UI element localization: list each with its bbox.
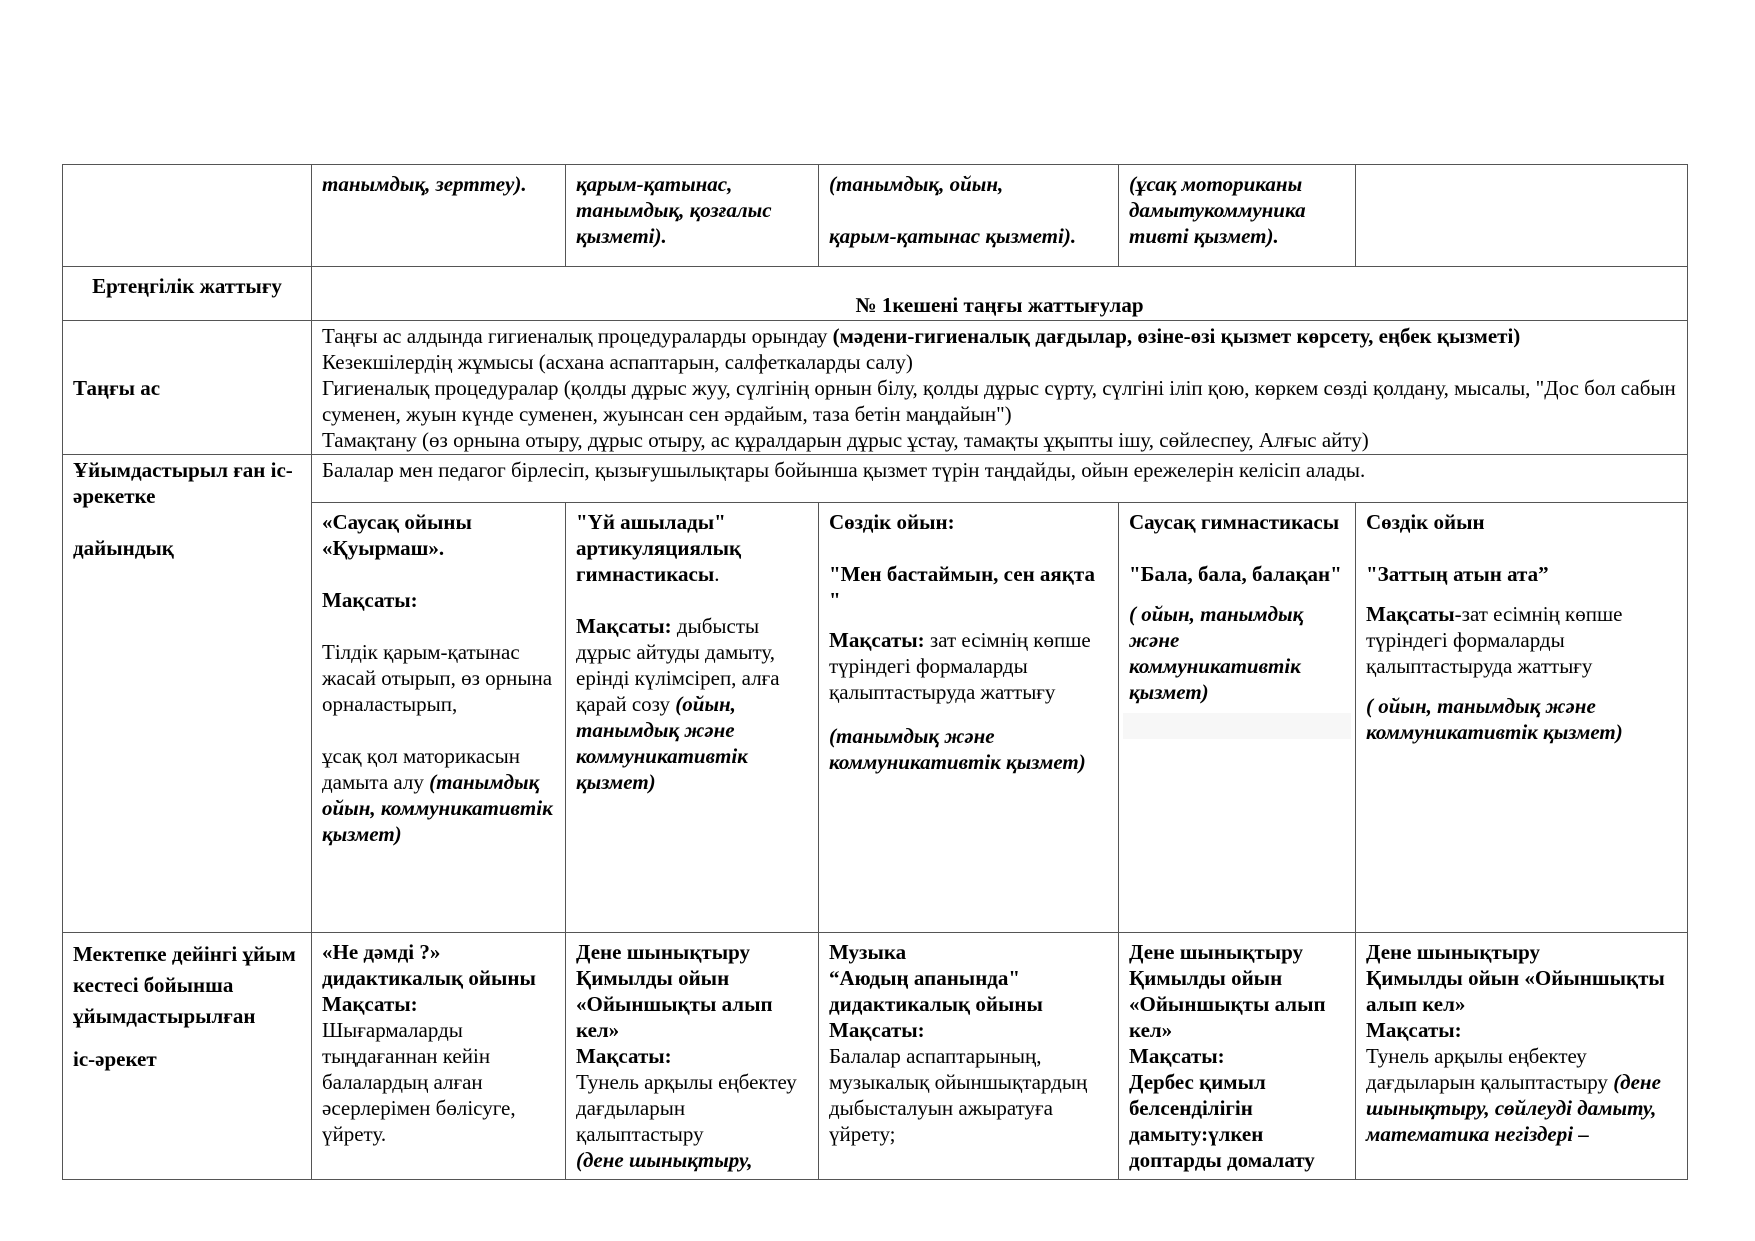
row-label-organized: [63, 933, 312, 1180]
breakfast-line4: Тамақтану (өз орнына отыру, дұрыс отыру, ас құралдарын дұрыс ұстау, тамақты ұқыпты ішу, сөйлеспеу, Алғыс айту): [322, 428, 1369, 452]
goal-text: Тунель арқылы еңбектеу дағдыларын қалыптастыру: [1366, 1044, 1614, 1094]
morning-exercise-content: № 1кешені таңғы жаттығулар: [312, 267, 1688, 321]
shaded-line: [1123, 713, 1351, 739]
cell-top-day1: [312, 165, 566, 267]
organized-day1: [312, 933, 566, 1180]
preparation-day1: [312, 503, 566, 933]
breakfast-line1: Таңғы ас алдында гигиеналық процедураларды орындау: [322, 324, 833, 348]
goal-label: Мақсаты:: [576, 1044, 672, 1068]
goal-label: Мақсаты:: [322, 588, 418, 612]
activity-tag: (танымдық ойын, коммуникативтік қызмет): [322, 770, 553, 846]
preparation-day3: [819, 503, 1119, 933]
activity-subtitle: "Бала, бала, балақан": [1129, 562, 1342, 586]
row-label-morning-exercise: Ертеңгілік жаттығу: [63, 267, 312, 321]
goal-text: Шығармаларды тыңдағаннан кейін балалардың алған әсерлерімен бөлісуге, үйрету.: [322, 1018, 516, 1146]
activity-title: "Үй ашылады" артикуляциялық гимнастикасы: [576, 510, 742, 586]
preparation-intro: Балалар мен педагог бірлесіп, қызығушылықтары бойынша қызмет түрін таңдайды, ойын ережелерін келісіп алады.: [312, 455, 1688, 503]
activity-title: Саусақ гимнастикасы: [1129, 510, 1340, 534]
preparation-day4: [1119, 503, 1356, 933]
activity-title: Дене шынықтыру: [1366, 940, 1541, 964]
activity-subtitle: "Мен бастаймын, сен аяқта ": [829, 562, 1095, 612]
goal-text: Тунель арқылы еңбектеу дағдыларын қалыптастыру: [576, 1070, 797, 1146]
row-label-empty: [63, 165, 312, 267]
activity-subtitle: Қимылды ойын «Ойыншықты алып кел»: [576, 966, 773, 1042]
goal-text: Балалар аспаптарының, музыкалық ойыншықтардың дыбысталуын ажыратуға үйрету;: [829, 1044, 1088, 1146]
activity-title: Дене шынықтыру: [1129, 940, 1304, 964]
cell-top-day4: [1119, 165, 1356, 267]
preparation-day5: [1356, 503, 1688, 933]
activity-tag: (дене шынықтыру,: [576, 1148, 753, 1172]
preparation-day2: [566, 503, 819, 933]
goal-label: Мақсаты:: [576, 614, 672, 638]
goal-text: -зат есімнің көпше түріндегі формаларды қалыптастыруда жаттығу: [1366, 602, 1623, 678]
activity-title: Сөздік ойын: [1366, 510, 1485, 534]
goal-label: Мақсаты:: [1129, 1044, 1225, 1068]
cell-top-day5: [1356, 165, 1688, 267]
organized-day5: [1356, 933, 1688, 1180]
title-period: .: [714, 562, 720, 586]
activity-title: Дене шынықтыру: [576, 940, 751, 964]
cell-top-day3: [819, 165, 1119, 267]
table-row: [63, 267, 1688, 321]
activity-tag: (ұсақ моториканы дамытукоммуника тивті қызмет).: [1129, 172, 1306, 248]
activity-tag: (танымдық және коммуникативтік қызмет): [829, 724, 1086, 774]
schedule-table: [62, 164, 1688, 1180]
activity-title: Сөздік ойын:: [829, 510, 955, 534]
table-row: [63, 165, 1688, 267]
activity-tag: (дене шынықтыру, сөйлеуді дамыту, математика негіздері –: [1366, 1070, 1661, 1146]
table-row: [63, 933, 1688, 1180]
breakfast-line2: Кезекшілердің жұмысы (асхана аспаптарын, салфеткаларды салу): [322, 350, 913, 374]
organized-label: Мектепке дейінгі ұйым кестесі бойынша ұйымдастырылған: [73, 942, 296, 1028]
activity-subtitle: “Аюдың апанында" дидактикалық ойыны: [829, 966, 1043, 1016]
goal-text: Тілдік қарым-қатынас жасай отырып, өз орнына орналастырып,: [322, 640, 553, 716]
activity-subtitle: "Заттың атын ата”: [1366, 562, 1549, 586]
activity-tag: ( ойын, танымдық және коммуникативтік қызмет): [1129, 602, 1304, 704]
preparation-label-2: дайындық: [73, 536, 174, 560]
activity-tag: (ойын, танымдық және коммуникативтік қызмет): [576, 692, 748, 794]
breakfast-line3: Гигиеналық процедуралар (қолды дұрыс жуу, сүлгінің орнын білу, қолды дұрыс сүрту, сүлгіні іліп қою, көркем сөзді қолдану, мысалы, "Дос бол сабын суменен, жуын күнде суменен, жуынсан сен әрдайым, таза бетін маңдайын"): [322, 376, 1676, 426]
table-row: [63, 455, 1688, 503]
preparation-label: Ұйымдастырыл ған іс-әрекетке: [73, 458, 293, 508]
organized-day3: [819, 933, 1119, 1180]
activity-subtitle: Қимылды ойын «Ойыншықты алып кел»: [1129, 966, 1326, 1042]
cell-top-day2: [566, 165, 819, 267]
goal-label: Мақсаты:: [829, 628, 925, 652]
goal-label: Мақсаты: [1366, 602, 1455, 626]
activity-subtitle: Қимылды ойын «Ойыншықты алып кел»: [1366, 966, 1665, 1016]
breakfast-line1-tag: (мәдени-гигиеналық дағдылар, өзіне-өзі қызмет көрсету, еңбек қызметі): [832, 324, 1521, 348]
activity-title: «Не дәмді ?» дидактикалық ойыны: [322, 940, 536, 990]
goal-label: Мақсаты:: [322, 992, 418, 1016]
breakfast-content: [312, 321, 1688, 455]
activity-tag: қарым-қатынас, танымдық, қозғалыс қызметі).: [576, 172, 772, 248]
organized-day2: [566, 933, 819, 1180]
row-label-preparation: [63, 455, 312, 933]
goal-text: Дербес қимыл белсенділігін дамыту:үлкен доптарды домалату: [1129, 1070, 1315, 1172]
goal-text: зат есімнің көпше түріндегі формаларды қалыптастыруда жаттығу: [829, 628, 1091, 704]
activity-title: Музыка: [829, 940, 907, 964]
row-label-breakfast: Таңғы ас: [63, 321, 312, 455]
goal-label: Мақсаты:: [829, 1018, 925, 1042]
goal-text: ұсақ қол маторикасын дамыта алу: [322, 744, 520, 794]
activity-tag: қарым-қатынас қызметі).: [829, 224, 1077, 248]
activity-tag: ( ойын, танымдық және коммуникативтік қызмет): [1366, 694, 1623, 744]
goal-label: Мақсаты:: [1366, 1018, 1462, 1042]
organized-label-2: іс-әрекет: [73, 1047, 157, 1071]
organized-day4: [1119, 933, 1356, 1180]
goal-text: дыбысты дұрыс айтуды дамыту, ерінді күлімсіреп, алға қарай созу: [576, 614, 780, 716]
table-row: [63, 321, 1688, 455]
activity-tag: (танымдық, ойын,: [829, 172, 1004, 196]
activity-title: «Саусақ ойыны «Қуырмаш».: [322, 510, 472, 560]
activity-tag: танымдық, зерттеу).: [322, 172, 527, 196]
